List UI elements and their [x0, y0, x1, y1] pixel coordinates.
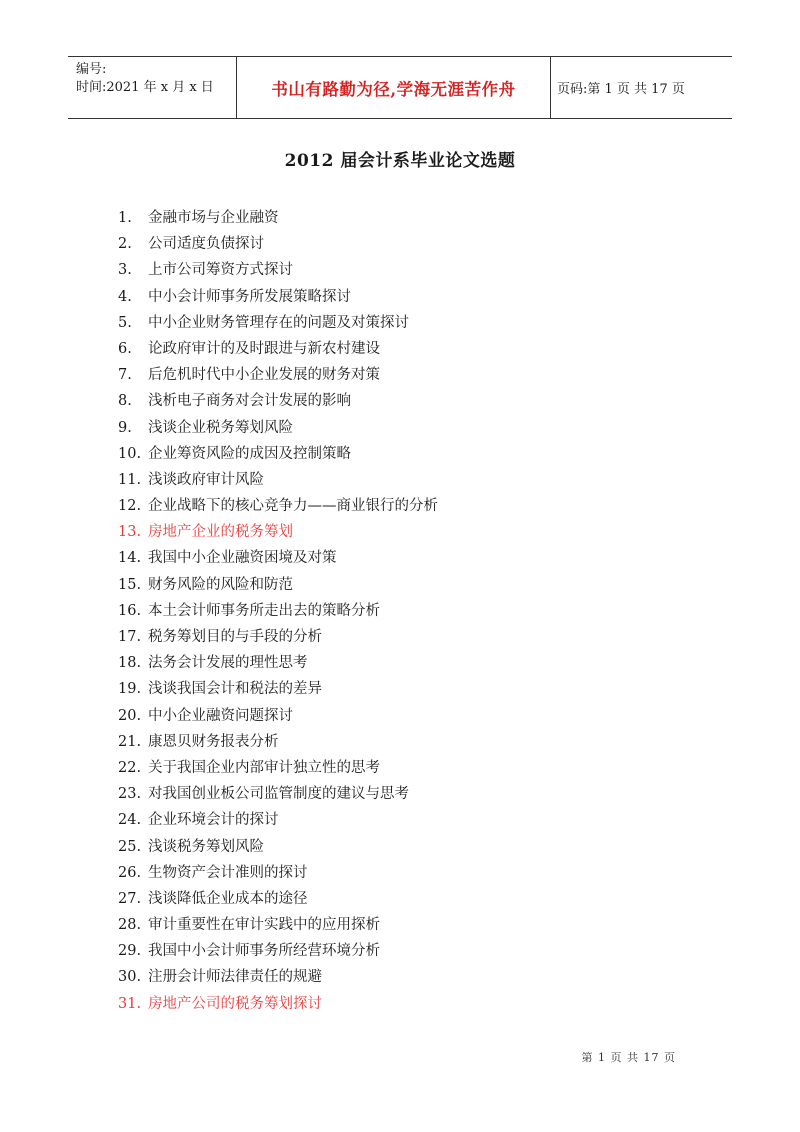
header-page-number: 页码:第 1 页 共 17 页 — [557, 82, 685, 97]
topic-text: 浅谈我国会计和税法的差异 — [148, 681, 322, 698]
topic-number: 21. — [118, 733, 142, 750]
topic-number: 5. — [118, 314, 132, 331]
topic-item — [118, 860, 438, 886]
topic-number: 14. — [118, 550, 142, 567]
topic-number: 10. — [118, 445, 142, 462]
topic-number: 3. — [118, 262, 132, 279]
topic-text: 财务风险的风险和防范 — [148, 576, 293, 593]
topic-item — [118, 467, 438, 493]
topic-text: 注册会计师法律责任的规避 — [148, 969, 322, 986]
topic-item — [118, 807, 438, 833]
topic-number: 6. — [118, 340, 132, 357]
topic-item — [118, 257, 438, 283]
topic-number: 27. — [118, 890, 142, 907]
topic-text: 浅谈税务筹划风险 — [148, 838, 264, 855]
topic-number: 9. — [118, 419, 132, 436]
topic-text: 企业筹资风险的成因及控制策略 — [148, 445, 351, 462]
topic-item — [118, 886, 438, 912]
topic-item — [118, 388, 438, 414]
topic-text: 论政府审计的及时跟进与新农村建设 — [148, 340, 380, 357]
topic-number: 20. — [118, 707, 142, 724]
topic-number: 26. — [118, 864, 142, 881]
topic-item — [118, 231, 438, 257]
topic-number: 2. — [118, 236, 132, 253]
topic-text: 生物资产会计准则的探讨 — [148, 864, 308, 881]
topic-number: 7. — [118, 367, 132, 384]
topic-number: 17. — [118, 629, 142, 645]
topic-text: 税务筹划目的与手段的分析 — [148, 629, 322, 645]
topic-text: 公司适度负债探讨 — [148, 236, 264, 253]
topic-item — [118, 336, 438, 362]
page-header — [68, 56, 732, 119]
number-label: 编号: — [76, 62, 107, 77]
topic-number: 8. — [118, 393, 132, 410]
topic-text: 浅谈企业税务筹划风险 — [148, 419, 293, 436]
topic-text: 康恩贝财务报表分析 — [148, 733, 279, 750]
topic-item — [118, 598, 438, 624]
topic-item — [118, 624, 438, 650]
topic-item — [118, 441, 438, 467]
topic-number: 29. — [118, 943, 142, 960]
topic-text: 法务会计发展的理性思考 — [148, 655, 308, 672]
topic-number: 22. — [118, 759, 142, 776]
topic-number: 31. — [118, 995, 142, 1012]
topic-text: 企业环境会计的探讨 — [148, 812, 279, 829]
topic-item — [118, 310, 438, 336]
topic-number: 23. — [118, 786, 142, 803]
page-footer: 第 1 页 共 17 页 — [581, 1051, 676, 1064]
topic-item — [118, 545, 438, 571]
topic-text: 房地产企业的税务筹划 — [148, 524, 293, 541]
topic-number: 4. — [118, 288, 132, 305]
topic-item — [118, 362, 438, 388]
topic-number: 1. — [118, 210, 132, 226]
topic-item — [118, 729, 438, 755]
document-title: 2012 届会计系毕业论文选题 — [284, 151, 516, 171]
topic-item — [118, 205, 438, 231]
topic-number: 19. — [118, 681, 142, 698]
topic-item — [118, 676, 438, 702]
topic-text: 浅谈降低企业成本的途径 — [148, 890, 308, 907]
topic-text: 后危机时代中小企业发展的财务对策 — [148, 367, 380, 384]
topic-item — [118, 755, 438, 781]
topic-item — [118, 912, 438, 938]
topic-number: 11. — [118, 471, 142, 488]
topic-item — [118, 703, 438, 729]
topic-text: 对我国创业板公司监管制度的建议与思考 — [148, 786, 409, 803]
topic-number: 24. — [118, 812, 142, 829]
topic-number: 16. — [118, 602, 142, 619]
topic-text: 浅谈政府审计风险 — [148, 471, 264, 488]
topic-item — [118, 964, 438, 990]
topic-item — [118, 284, 438, 310]
topic-text: 上市公司筹资方式探讨 — [148, 262, 293, 279]
topic-text: 房地产公司的税务筹划探讨 — [148, 995, 322, 1012]
topic-item — [118, 938, 438, 964]
topic-item — [118, 991, 438, 1017]
topic-number: 15. — [118, 576, 142, 593]
topic-text: 中小企业融资问题探讨 — [148, 707, 293, 724]
header-meta — [68, 57, 237, 118]
topic-text: 企业战略下的核心竞争力——商业银行的分析 — [148, 498, 438, 515]
topic-item — [118, 572, 438, 598]
topic-number: 18. — [118, 655, 142, 672]
topic-item — [118, 834, 438, 860]
topic-text: 审计重要性在审计实践中的应用探析 — [148, 917, 380, 934]
topic-number: 13. — [118, 524, 142, 541]
topic-number: 30. — [118, 969, 142, 986]
topic-number: 12. — [118, 498, 142, 515]
topic-list — [118, 205, 438, 1017]
topic-item — [118, 493, 438, 519]
topic-text: 中小会计师事务所发展策略探讨 — [148, 288, 351, 305]
topic-text: 我国中小会计师事务所经营环境分析 — [148, 943, 380, 960]
topic-item — [118, 415, 438, 441]
topic-item — [118, 650, 438, 676]
topic-item — [118, 519, 438, 545]
topic-text: 我国中小企业融资困境及对策 — [148, 550, 337, 567]
topic-number: 28. — [118, 917, 142, 934]
topic-item — [118, 781, 438, 807]
topic-text: 关于我国企业内部审计独立性的思考 — [148, 759, 380, 776]
topic-text: 中小企业财务管理存在的问题及对策探讨 — [148, 314, 409, 331]
topic-text: 本土会计师事务所走出去的策略分析 — [148, 602, 380, 619]
header-motto: 书山有路勤为径,学海无涯苦作舟 — [237, 57, 551, 118]
time-label: 时间:2021 年 x 月 x 日 — [76, 80, 214, 95]
topic-number: 25. — [118, 838, 142, 855]
topic-text: 浅析电子商务对会计发展的影响 — [148, 393, 351, 410]
topic-text: 金融市场与企业融资 — [148, 210, 279, 226]
